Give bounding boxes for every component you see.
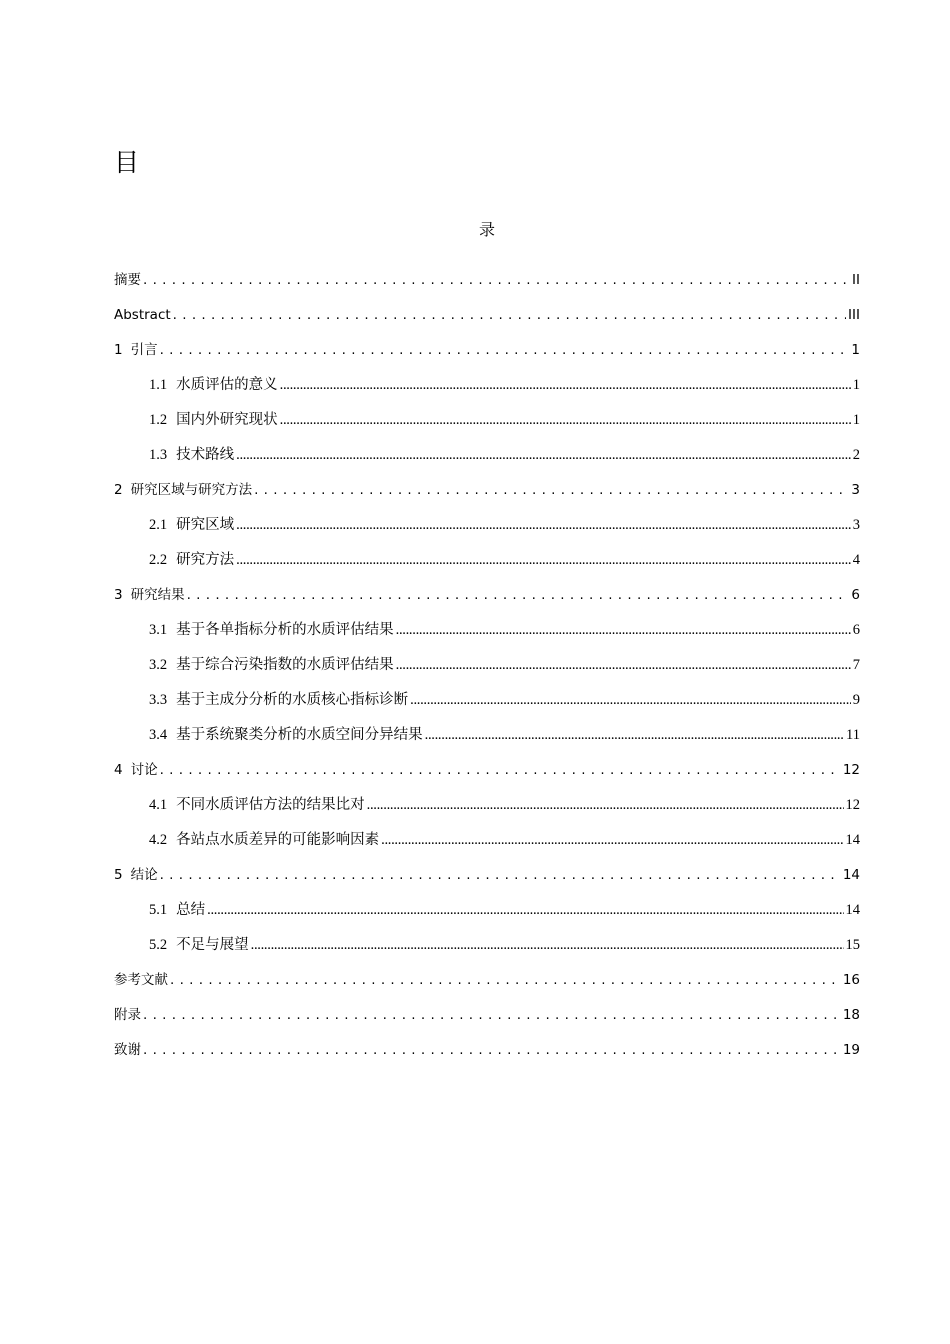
toc-entry[interactable] bbox=[149, 549, 860, 571]
toc-entry-number: 4.2 bbox=[149, 832, 168, 848]
toc-dot-leader bbox=[410, 689, 851, 711]
toc-dot-leader bbox=[160, 864, 841, 886]
toc-entry-page: 16 bbox=[842, 972, 860, 988]
toc-entry-page: 3 bbox=[852, 517, 860, 533]
toc-entry[interactable] bbox=[149, 514, 860, 536]
toc-entry-number: 1.2 bbox=[149, 412, 168, 428]
toc-entry-number: 1.3 bbox=[149, 447, 168, 463]
toc-entry-page: 18 bbox=[842, 1007, 860, 1023]
toc-entry-title: 研究区域与研究方法 bbox=[130, 482, 253, 498]
toc-entry-number: 2.2 bbox=[149, 552, 168, 568]
toc-dot-leader bbox=[143, 1039, 841, 1061]
toc-entry[interactable] bbox=[149, 409, 860, 431]
toc-heading-part1: 目 bbox=[114, 148, 140, 177]
toc-entry[interactable] bbox=[149, 829, 860, 851]
toc-entry[interactable] bbox=[149, 794, 860, 816]
toc-entry-number: 2.1 bbox=[149, 517, 168, 533]
toc-entry-page: 15 bbox=[845, 937, 860, 953]
toc-entry-page: 14 bbox=[845, 902, 860, 918]
toc-entry[interactable] bbox=[114, 759, 860, 781]
toc-dot-leader bbox=[254, 479, 849, 501]
toc-dot-leader bbox=[207, 899, 843, 921]
toc-entry-number: 4.1 bbox=[149, 797, 168, 813]
toc-entry-title: 参考文献 bbox=[114, 972, 168, 988]
toc-entry[interactable] bbox=[114, 1039, 860, 1061]
toc-dot-leader bbox=[396, 654, 851, 676]
toc-entry[interactable] bbox=[149, 619, 860, 641]
toc-entry[interactable] bbox=[114, 1004, 860, 1026]
toc-entry-title: 水质评估的意义 bbox=[176, 377, 278, 393]
toc-entry-number: 3.3 bbox=[149, 692, 168, 708]
toc-entry-title: 致谢 bbox=[114, 1042, 141, 1058]
toc-entry-title: 国内外研究现状 bbox=[176, 412, 278, 428]
toc-entry[interactable] bbox=[149, 899, 860, 921]
toc-entry-page: 14 bbox=[842, 867, 860, 883]
toc-entry-page: 7 bbox=[852, 657, 860, 673]
toc-entry-page: 6 bbox=[852, 622, 860, 638]
toc-dot-leader bbox=[160, 339, 850, 361]
toc-entry-page: 11 bbox=[846, 727, 860, 743]
toc-entry-number: 4 bbox=[114, 762, 123, 778]
toc-entry-page: 6 bbox=[851, 587, 860, 603]
toc-entry-number: 5 bbox=[114, 867, 123, 883]
toc-entry-page: 1 bbox=[851, 342, 860, 358]
toc-entry[interactable] bbox=[114, 479, 860, 501]
toc-entry-title: 引言 bbox=[130, 342, 158, 358]
toc-entry-page: 9 bbox=[852, 692, 860, 708]
toc-entry-page: 3 bbox=[851, 482, 860, 498]
toc-entry-title: 技术路线 bbox=[176, 447, 235, 463]
toc-entry-title: 摘要 bbox=[114, 272, 141, 288]
toc-dot-leader bbox=[236, 549, 851, 571]
toc-dot-leader bbox=[367, 794, 844, 816]
toc-dot-leader bbox=[251, 934, 844, 956]
toc-entry-number: 3.1 bbox=[149, 622, 168, 638]
toc-entry-page: 1 bbox=[852, 377, 860, 393]
toc-entry-title: 研究区域 bbox=[176, 517, 235, 533]
toc-dot-leader bbox=[143, 1004, 841, 1026]
toc-entry-number: 1.1 bbox=[149, 377, 168, 393]
toc-entry-page: III bbox=[848, 307, 860, 323]
toc-entry-title: 各站点水质差异的可能影响因素 bbox=[176, 832, 380, 848]
toc-entry[interactable] bbox=[114, 269, 860, 291]
toc-entry-number: 5.2 bbox=[149, 937, 168, 953]
toc-entry-page: 2 bbox=[852, 447, 860, 463]
toc-dot-leader bbox=[280, 409, 851, 431]
toc-entry[interactable] bbox=[114, 969, 860, 991]
toc-entry[interactable] bbox=[149, 724, 860, 746]
toc-entry-number: 3.4 bbox=[149, 727, 168, 743]
toc-dot-leader bbox=[236, 444, 851, 466]
toc-entry-page: 12 bbox=[842, 762, 860, 778]
toc-entry-page: 12 bbox=[845, 797, 860, 813]
toc-entry-page: 4 bbox=[852, 552, 860, 568]
toc-entry-title: 基于系统聚类分析的水质空间分异结果 bbox=[176, 727, 423, 743]
toc-entry-title: Abstract bbox=[114, 307, 171, 323]
toc-dot-leader bbox=[236, 514, 851, 536]
toc-dot-leader bbox=[381, 829, 843, 851]
toc-heading-part2: 录 bbox=[478, 220, 495, 239]
toc-entry[interactable] bbox=[149, 689, 860, 711]
toc-entry[interactable] bbox=[114, 339, 860, 361]
toc-entry[interactable] bbox=[114, 304, 860, 326]
toc-entry[interactable] bbox=[114, 864, 860, 886]
toc-dot-leader bbox=[170, 969, 841, 991]
toc-entry-page: II bbox=[852, 272, 860, 288]
toc-entry-number: 2 bbox=[114, 482, 123, 498]
toc-entry-title: 不同水质评估方法的结果比对 bbox=[176, 797, 365, 813]
toc-entry-title: 讨论 bbox=[130, 762, 158, 778]
toc-entry-title: 基于综合污染指数的水质评估结果 bbox=[176, 657, 394, 673]
toc-entry-title: 研究结果 bbox=[130, 587, 185, 603]
toc-entry[interactable] bbox=[149, 654, 860, 676]
toc-entry-number: 1 bbox=[114, 342, 123, 358]
toc-entry-title: 基于各单指标分析的水质评估结果 bbox=[176, 622, 394, 638]
toc-entry-title: 研究方法 bbox=[176, 552, 235, 568]
toc-dot-leader bbox=[160, 759, 841, 781]
toc-entry-title: 总结 bbox=[176, 902, 206, 918]
toc-entry[interactable] bbox=[149, 934, 860, 956]
toc-dot-leader bbox=[425, 724, 844, 746]
toc-entry-title: 结论 bbox=[130, 867, 158, 883]
toc-dot-leader bbox=[280, 374, 851, 396]
toc-entry-page: 1 bbox=[852, 412, 860, 428]
toc-entry-title: 不足与展望 bbox=[176, 937, 249, 953]
toc-entry-title: 附录 bbox=[114, 1007, 141, 1023]
toc-entry-title: 基于主成分分析的水质核心指标诊断 bbox=[176, 692, 409, 708]
toc-entry-page: 14 bbox=[845, 832, 860, 848]
toc-entry-number: 3 bbox=[114, 587, 123, 603]
toc-entry-number: 3.2 bbox=[149, 657, 168, 673]
toc-entry[interactable] bbox=[149, 444, 860, 466]
toc-entry[interactable] bbox=[149, 374, 860, 396]
toc-dot-leader bbox=[187, 584, 850, 606]
toc-entry-number: 5.1 bbox=[149, 902, 168, 918]
toc-dot-leader bbox=[173, 304, 846, 326]
toc-entry[interactable] bbox=[114, 584, 860, 606]
toc-dot-leader bbox=[143, 269, 850, 291]
toc-entry-page: 19 bbox=[842, 1042, 860, 1058]
toc-dot-leader bbox=[396, 619, 851, 641]
